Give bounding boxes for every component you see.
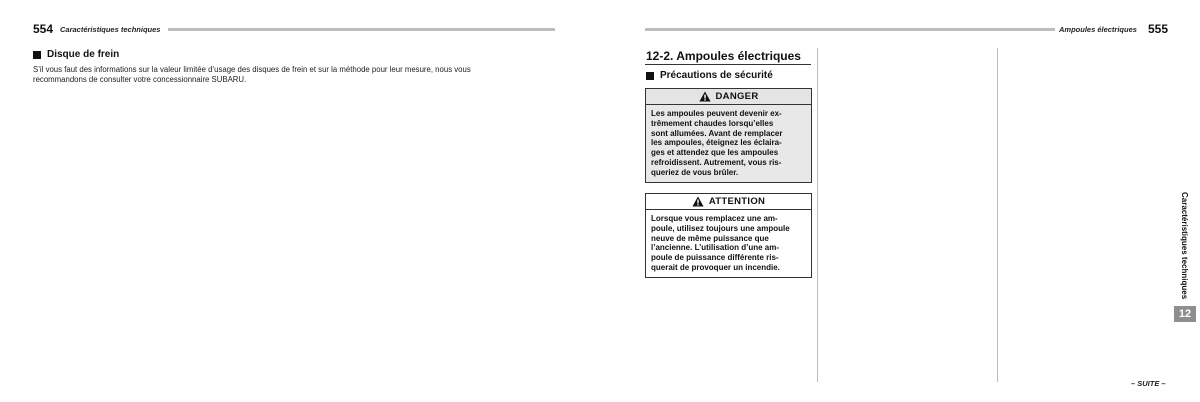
column-divider — [817, 48, 818, 382]
danger-label: DANGER — [715, 91, 759, 102]
danger-line: queriez de vous brûler. — [651, 167, 739, 177]
danger-header — [646, 89, 811, 105]
side-tab-label: Caractéristiques techniques — [1180, 192, 1189, 300]
attention-box — [645, 193, 812, 278]
section-heading — [33, 49, 119, 60]
attention-line: Lorsque vous remplacez une am- — [651, 214, 778, 223]
attention-line: neuve de même puissance que — [651, 233, 769, 243]
chapter-title: 12-2. Ampoules électriques — [646, 49, 801, 63]
danger-line: sont allumées. Avant de remplacer — [651, 128, 783, 138]
danger-line: trêmement chaudes lorsqu’elles — [651, 118, 774, 128]
danger-line: Les ampoules peuvent devenir ex- — [651, 109, 782, 118]
warning-triangle-icon — [699, 91, 711, 102]
left-header-title: Caractéristiques techniques — [60, 25, 161, 34]
danger-line: refroidissent. Autrement, vous ris- — [651, 157, 782, 167]
attention-line: l’ancienne. L’utilisation d’une am- — [651, 243, 780, 253]
side-tab-number: 12 — [1174, 306, 1196, 322]
chapter-title-rule — [645, 64, 811, 65]
right-page-number: 555 — [1148, 22, 1169, 36]
left-page-number: 554 — [33, 22, 54, 36]
body-line: S’il vous faut des informations sur la valeur limitée d’usage des disques de frein et sur la méthode pour leur mesure, nous vous — [33, 65, 471, 74]
right-header-bar — [645, 28, 1055, 31]
attention-line: querait de provoquer un incendie. — [651, 262, 780, 272]
danger-text — [646, 105, 811, 182]
attention-label: ATTENTION — [708, 196, 766, 207]
square-bullet-icon — [33, 51, 41, 59]
section-heading-text: Disque de frein — [47, 49, 120, 60]
attention-line: poule, utilisez toujours une ampoule — [651, 223, 790, 233]
right-header-title: Ampoules électriques — [1059, 25, 1137, 34]
square-bullet-icon — [646, 72, 654, 80]
column-divider — [997, 48, 998, 382]
section-body — [33, 65, 573, 85]
attention-text — [646, 210, 811, 277]
danger-line: ges et attendez que les ampoules — [651, 148, 779, 158]
subheading-text: Précautions de sécurité — [660, 70, 773, 81]
left-header-bar — [168, 28, 555, 31]
danger-box — [645, 88, 812, 183]
danger-line: les ampoules, éteignez les éclaira- — [651, 138, 782, 148]
attention-header — [646, 194, 811, 210]
warning-triangle-icon — [692, 196, 704, 207]
attention-line: poule de puissance différente ris- — [651, 253, 779, 263]
body-line: recommandons de consulter votre concessionnaire SUBARU. — [33, 75, 247, 84]
continued-label: – SUITE – — [1131, 379, 1166, 388]
subheading — [646, 70, 773, 81]
